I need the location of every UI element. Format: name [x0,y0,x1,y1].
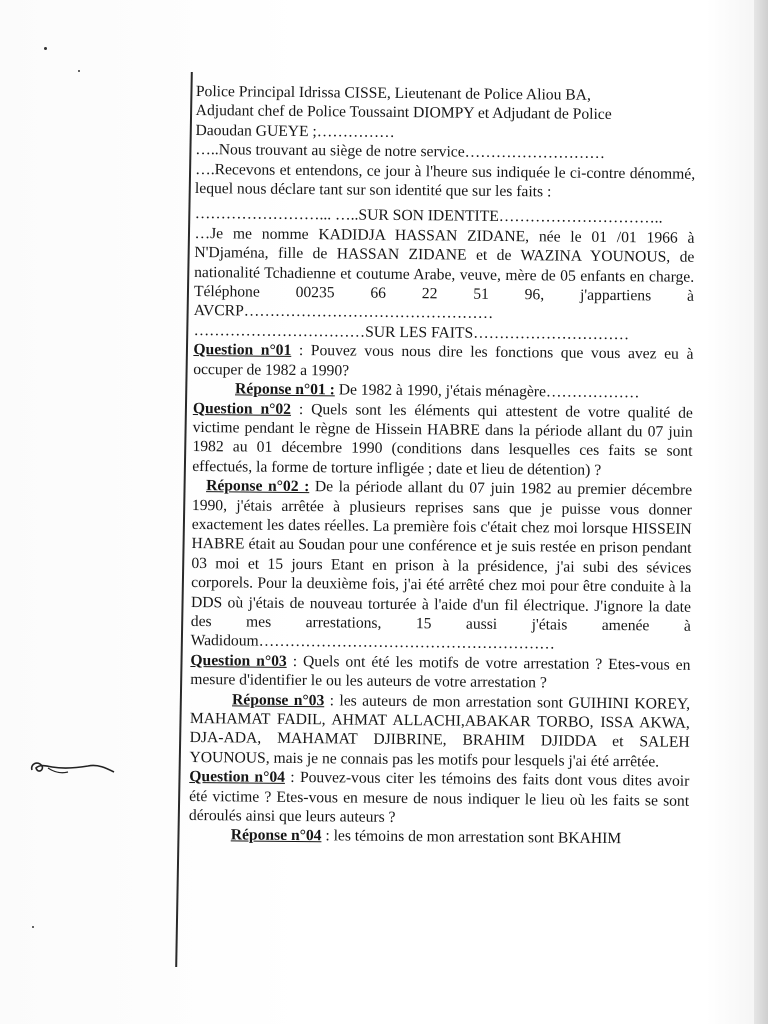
question-label: Question n°04 [189,768,286,787]
question-1 [193,340,693,384]
intro-line: Police Principal Idrissa CISSE, Lieutenant de Police Aliou BA, [195,82,591,104]
question-text: : Quels ont été les motifs de votre arrestation ? Etes-vous en mesure d'identifier le ou les auteurs de votre arrestation ? [190,652,691,692]
facts-heading: ……………………………SUR LES FAITS………………………… [193,321,630,344]
margin-mark [78,70,80,72]
answer-text: De 1982 à 1990, j'étais ménagère……………… [334,381,640,402]
answer-label: Réponse n°04 [230,826,322,845]
answer-text: De la période allant du 07 juin 1982 au premier décembre 1990, j'étais arrêtée à plusieurs reprises sans que je puisse vous donner exactement les dates réelles. La première fois c'était chez moi lorsque HISSEIN HABRE était au Soudan pour une conférence et je suis restée en prison pendant 03 moi et 15 jours Etant en prison à la présidence, j'ai subi des sévices corporels. Pour la deuxième fois, j'ai été arrêté chez moi pour être conduite à la DDS où j'étais de nouveau torturée à l'aide d'un fil électrique. J'ignore la date des mes arrestations, 15 aussi j'étais amenée à Wadidoum………………………………………………… [190,478,693,653]
intro-line: Adjudant chef de Police Toussaint DIOMPY et Adjudant de Police [195,102,612,124]
statement-text [189,82,696,850]
initials-signature-icon [28,752,118,792]
question-4 [189,767,690,830]
answer-2 [191,476,693,655]
question-3 [190,651,690,695]
question-label: Question n°02 [192,399,292,418]
question-text: : Pouvez vous nous dire les fonctions que vous avez eu à occuper de 1982 a 1990? [193,342,694,380]
answer-label: Réponse n°03 [231,690,325,709]
intro-line: …..Nous trouvant au siège de notre service……………………… [195,141,606,163]
question-label: Question n°03 [190,651,287,670]
question-text: : Pouvez-vous citer les témoins des faits dont vous dites avoir été victime ? Etes-vous en mesure de nous indiquer le lieu où les faits se sont déroulés ainsi que leurs auteurs ? [188,769,690,826]
answer-text: : les témoins de mon arrestation sont BKAHIM [321,827,622,848]
answer-label: Réponse n°01 : [234,380,335,399]
margin-mark [44,47,47,50]
identity-heading: ……………………... …..SUR SON IDENTITE………………………….. [194,205,663,227]
intro-line: Daoudan GUEYE ;…………… [195,121,395,141]
answer-label: Réponse n°02 : [206,477,310,496]
intro-paragraph: ….Recevons et entendons, ce jour à l'heure sus indiquée le ci-contre dénommé, lequel nous déclare tant sur son identité que sur les faits : [194,160,696,201]
identity-paragraph: …Je me nomme KADIDJA HASSAN ZIDANE, née le 01 /01 1966 à N'Djaména, fille de HASSAN ZIDANE et de WAZINA YOUNOUS, de nationalité Tchadienne et coutume Arabe, veuve, mère de 05 enfants en charge. Téléphone 00235 66 22 51 96, j'appartiens à AVCRP………………………………………… [193,224,695,323]
question-label: Question n°01 [193,341,292,360]
margin-mark [32,926,34,928]
page-edge-shadow [754,0,768,1024]
answer-4 [189,825,689,849]
question-text: : Quels sont les éléments qui attestent de votre qualité de victime pendant le règne de Hissein HABRE dans la période allant du 07 juin 1982 au 01 décembre 1990 (conditions dans lesquelles ces faits se sont effectués, la forme de torture infligée ; date et lieu de détention) ? [192,400,693,479]
question-2 [192,398,693,480]
answer-3 [189,690,690,772]
answer-text: : les auteurs de mon arrestation sont GUIHINI KOREY, MAHAMAT FADIL, AHMAT ALLACHI,ABAKAR TORBO, ISSA AKWA, DJA-ADA, MAHAMAT DJIBRINE, BRAHIM DJIDDA et SALEH YOUNOUS, mais je ne connais pas les motifs pour lesquels j'ai été arrêtée. [189,691,691,771]
